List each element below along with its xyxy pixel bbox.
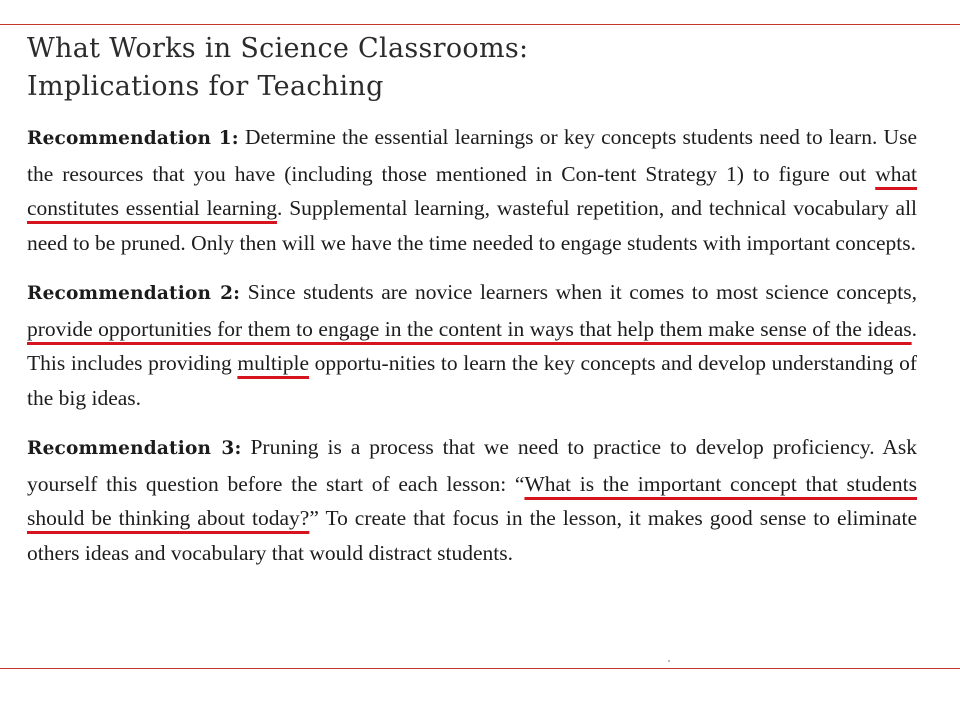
title-line-1: What Works in Science Classrooms: <box>27 33 529 64</box>
recommendation-1-text-after: . Supplemental learning, wasteful repetition, and technical vocabulary all need to be pruned. Only then will we have the time needed to engage students with important concepts. <box>27 196 918 255</box>
top-rule <box>0 24 960 25</box>
recommendation-2-label: Recommendation 2: <box>27 283 241 304</box>
title-line-2: Implications for Teaching <box>27 71 384 102</box>
bottom-rule <box>0 668 960 669</box>
recommendation-2-text-middle: . This includes providing <box>27 316 917 375</box>
recommendation-3-text-before: Pruning is a process that we need to practice to develop proficiency. Ask yourself this question before the start of each lesson: “ <box>27 435 917 496</box>
recommendation-1-underlined-phrase: what constitutes essential learning <box>27 161 917 220</box>
recommendation-3-text-after: ” To create that focus in the lesson, it makes good sense to eliminate others ideas and vocabulary that would distract students. <box>27 506 917 565</box>
recommendation-2-text-after: opportu-nities to learn the key concepts and develop understanding of the big ideas. <box>27 351 917 410</box>
recommendation-1-text-before: Determine the essential learnings or key concepts students need to learn. Use the resources that you have (including those mentioned in Con-tent Strategy 1) to figure out <box>27 125 917 186</box>
document-page <box>27 30 917 585</box>
page-title <box>27 30 917 106</box>
recommendation-1 <box>27 120 917 260</box>
scan-speck <box>668 660 670 662</box>
recommendation-2-underlined-phrase: provide opportunities for them to engage in the content in ways that help them make sense of the ideas <box>27 316 912 341</box>
recommendation-2-text-before: Since students are novice learners when it comes to most science concepts, <box>240 280 917 304</box>
recommendation-3-underlined-question: What is the important concept that students should be thinking about today? <box>27 471 917 530</box>
recommendation-3 <box>27 430 917 570</box>
recommendation-2-underlined-word: multiple <box>237 351 310 375</box>
recommendation-2 <box>27 275 917 415</box>
recommendation-1-label: Recommendation 1: <box>27 128 239 149</box>
recommendation-3-label: Recommendation 3: <box>27 438 242 459</box>
